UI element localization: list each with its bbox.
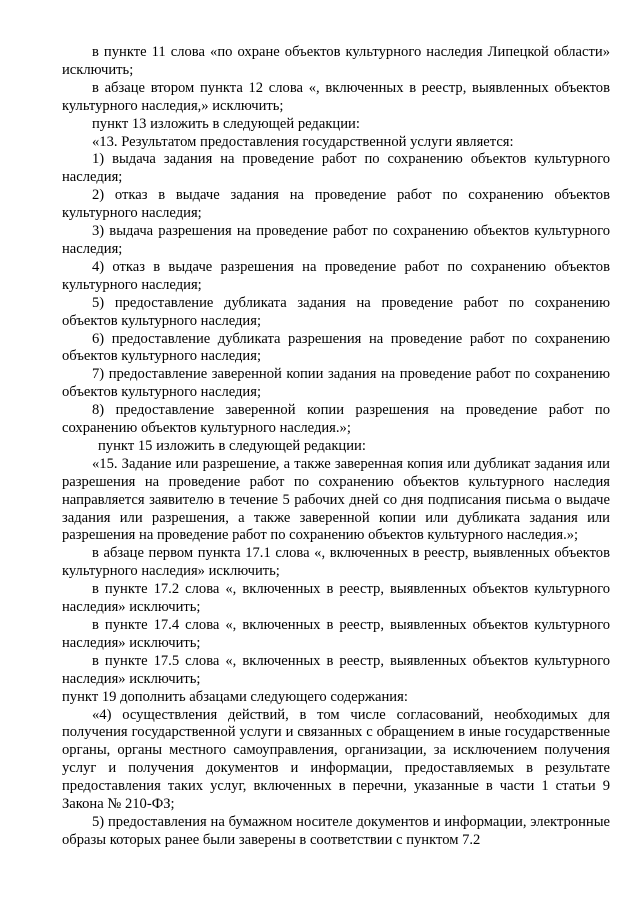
list-item-7: 7) предоставление заверенной копии задания на проведение работ по сохранению объектов культурного наследия; [62, 366, 610, 401]
list-item-19-5: 5) предоставления на бумажном носителе документов и информации, электронные образы которых ранее были заверены в соответствии с пунктом 7.2 [62, 813, 610, 848]
paragraph-item-17-1: в абзаце первом пункта 17.1 слова «, включенных в реестр, выявленных объектов культурного наследия» исключить; [62, 545, 610, 580]
document-page [62, 44, 610, 850]
list-item-6: 6) предоставление дубликата разрешения на проведение работ по сохранению объектов культурного наследия; [62, 330, 610, 365]
paragraph-item-17-5: в пункте 17.5 слова «, включенных в реестр, выявленных объектов культурного наследия» исключить; [62, 652, 610, 687]
paragraph-item-17-2: в пункте 17.2 слова «, включенных в реестр, выявленных объектов культурного наследия» исключить; [62, 581, 610, 616]
paragraph-item-15-text: «15. Задание или разрешение, а также заверенная копия или дубликат задания или разрешения на проведение работ по сохранению объектов культурного наследия направляется заявителю в течение 5 рабочих дней со дня подписания письма о выдаче задания или разрешения, а также заверенной копии или дубликата задания или разрешения на проведение работ по сохранению объектов культурного наследия.»; [62, 455, 610, 544]
paragraph-item-12: в абзаце втором пункта 12 слова «, включенных в реестр, выявленных объектов культурного наследия,» исключить; [62, 79, 610, 114]
list-item-3: 3) выдача разрешения на проведение работ по сохранению объектов культурного наследия; [62, 223, 610, 257]
paragraph-item-15-intro: пункт 15 изложить в следующей редакции: [98, 437, 366, 454]
list-item-1: 1) выдача задания на проведение работ по сохранению объектов культурного наследия; [62, 151, 610, 186]
paragraph-item-13-heading: «13. Результатом предоставления государственной услуги является: [92, 133, 514, 150]
list-item-4: 4) отказ в выдаче разрешения на проведение работ по сохранению объектов культурного наследия; [62, 258, 610, 293]
list-item-5: 5) предоставление дубликата задания на проведение работ по сохранению объектов культурного наследия; [62, 294, 610, 329]
paragraph-item-11: в пункте 11 слова «по охране объектов культурного наследия Липецкой области» исключить; [62, 44, 610, 78]
list-item-8: 8) предоставление заверенной копии разрешения на проведение работ по сохранению объектов культурного наследия.»; [62, 402, 610, 437]
paragraph-item-19-intro: пункт 19 дополнить абзацами следующего содержания: [62, 688, 408, 705]
list-item-19-4: «4) осуществления действий, в том числе согласований, необходимых для получения государственной услуги и связанных с обращением в иные государственные органы, органы местного самоуправления, организации, за исключением получения услуг и получения документов и информации, предоставляемых в результате предоставления таких услуг, включенных в перечни, указанные в части 1 статьи 9 Закона № 210-ФЗ; [62, 706, 610, 813]
paragraph-item-17-4: в пункте 17.4 слова «, включенных в реестр, выявленных объектов культурного наследия» исключить; [62, 617, 610, 651]
list-item-2: 2) отказ в выдаче задания на проведение работ по сохранению объектов культурного наследия; [62, 187, 610, 222]
paragraph-item-13-intro: пункт 13 изложить в следующей редакции: [92, 115, 360, 132]
